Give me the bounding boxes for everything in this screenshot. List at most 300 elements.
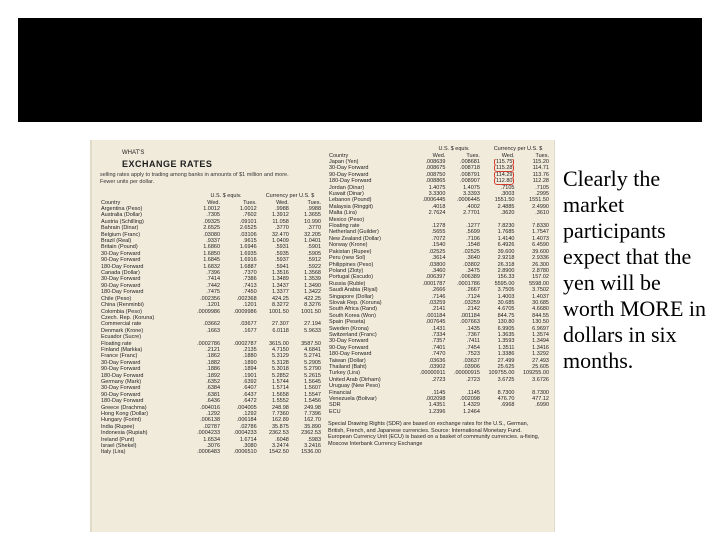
rate-cell: 3.3300 (428, 191, 446, 198)
rate-cell: 249.98 (304, 404, 321, 411)
rate-cell: .7470 (431, 351, 446, 358)
rate-cell: .1892 (206, 372, 221, 379)
rate-cell: 39.600 (532, 248, 549, 255)
rate-cell: .0002787 (233, 340, 257, 347)
rate-cell: 39.600 (497, 248, 515, 255)
rate-cell: .008865 (425, 178, 446, 185)
column-header: Country (329, 152, 349, 159)
rate-cell: 2.9218 (497, 255, 515, 262)
rate-cell: 4.6705 (497, 306, 515, 313)
rate-cell: 3615.00 (268, 340, 289, 347)
rate-cell: .2723 (466, 376, 480, 383)
highlighted-rate: 115.28 (496, 165, 513, 172)
rate-cell: 1001.50 (301, 308, 321, 315)
rate-cell: .6472 (242, 398, 257, 405)
rate-cell: .3080 (242, 443, 257, 450)
rate-cell: 1.4140 (497, 235, 515, 242)
rate-cell: 5595.00 (494, 280, 515, 287)
rate-cell: 1001.50 (268, 308, 289, 315)
rate-cell: .006184 (236, 417, 257, 424)
country-cell: Malta (Lira) (329, 210, 357, 217)
rate-cell: 1.0401 (304, 238, 321, 245)
rate-cell: 27.499 (497, 357, 515, 364)
rate-cell: 844.75 (497, 312, 515, 319)
rate-cell: .03800 (428, 261, 446, 268)
rate-cell: .03080 (203, 231, 221, 238)
rate-cell: .7106 (466, 235, 480, 242)
rate-cell: 109755.00 (488, 370, 515, 377)
rate-cell: 1.5456 (304, 398, 321, 405)
rate-cell: .006389 (460, 274, 480, 281)
rate-cell: .6048 (275, 436, 289, 443)
rate-cell: .6437 (242, 391, 257, 398)
country-cell: New Zealand (Dollar) (329, 235, 381, 242)
rate-cell: .5931 (275, 244, 289, 251)
country-cell: Brazil (Real) (101, 238, 132, 245)
rate-cell: 5598.00 (529, 280, 549, 287)
rate-cell: 1.5744 (272, 378, 289, 385)
rate-cell: .7414 (206, 276, 221, 283)
rate-cell: 7.7360 (272, 411, 289, 417)
rate-cell: .5905 (307, 250, 321, 257)
highlighted-rate: 115.75 (496, 159, 513, 165)
newspaper-clipping (90, 140, 555, 532)
column-header: Tues. (307, 199, 321, 206)
country-cell: Philippines (Peso) (329, 261, 374, 268)
rate-cell: 1.0409 (272, 238, 289, 245)
rate-cell: .5941 (275, 263, 289, 270)
rate-cell: 5.2790 (304, 366, 321, 373)
rate-cell: 1.3574 (532, 331, 549, 338)
rate-cell: 2.9336 (532, 255, 549, 262)
rate-cell: 5.2741 (304, 353, 321, 360)
rate-cell: 113.76 (532, 171, 549, 178)
clipping-left-column (100, 140, 322, 532)
rate-cell: 1.4037 (532, 293, 549, 300)
rate-cell: .0006483 (197, 449, 221, 456)
rate-cell: .008750 (425, 171, 446, 178)
country-cell: Floating rate (329, 223, 360, 230)
country-cell: Financial (329, 389, 352, 396)
rate-cell: 1.6714 (239, 436, 257, 443)
country-cell: Kuwait (Dinar) (329, 191, 364, 198)
country-cell: Indonesia (Rupiah) (101, 430, 148, 437)
column-header: Wed. (432, 152, 446, 159)
column-header: Tues. (243, 199, 257, 206)
rate-cell: .7305 (206, 212, 221, 219)
rate-cell: .008718 (460, 165, 480, 172)
rate-cell: 27.307 (272, 321, 289, 328)
rate-cell: .0002786 (197, 340, 221, 347)
rate-cell: .1431 (431, 325, 446, 332)
rate-cell: 157.02 (532, 274, 549, 281)
rate-cell: 26.300 (532, 261, 549, 268)
country-cell: 30-Day Forward (101, 359, 141, 366)
rate-cell: .1894 (242, 366, 257, 373)
rate-cell: 2.7624 (428, 210, 446, 217)
rate-cell: 1.3511 (498, 344, 515, 351)
rate-cell: 1.2464 (463, 408, 480, 415)
rate-cell (481, 409, 516, 415)
country-cell: Colombia (Peso) (101, 308, 142, 315)
rate-cell: 5.3128 (272, 359, 289, 366)
rate-cell: 26.318 (497, 261, 515, 268)
country-cell: Chile (Peso) (101, 295, 132, 302)
column-header: Wed. (207, 199, 221, 206)
table-row (100, 398, 322, 404)
country-cell: 180-Day Forward (101, 289, 144, 296)
rate-cell: 6.9697 (532, 325, 549, 332)
rate-cell: 1.5547 (304, 391, 321, 398)
country-cell: Russia (Ruble) (329, 280, 366, 287)
column-header: Country (101, 199, 121, 206)
rate-cell: 8.7300 (532, 389, 549, 396)
rate-cell: .1540 (431, 242, 446, 249)
rate-cell: .3460 (431, 267, 446, 274)
rate-cell: 3.6726 (532, 376, 549, 383)
country-cell: 30-Day Forward (101, 385, 141, 392)
table-row (100, 366, 322, 372)
rate-cell: .7105 (535, 184, 549, 191)
rate-cell: 1.4351 (428, 402, 446, 409)
rate-cell: 2.4990 (532, 203, 549, 210)
rate-cell: 1.3912 (272, 212, 289, 219)
rate-cell: .7411 (466, 338, 480, 345)
rate-cell: 5.3018 (272, 366, 289, 373)
rate-cell: .007663 (460, 319, 480, 326)
rate-cell: 4.7150 (272, 346, 289, 353)
country-cell: 180-Day Forward (329, 178, 372, 185)
country-cell: Jordan (Dinar) (329, 184, 365, 191)
rate-cell: .1201 (206, 302, 221, 309)
rate-cell: 3.3393 (463, 191, 480, 198)
country-cell: Malaysia (Ringgit) (329, 203, 374, 210)
clipping-title: EXCHANGE RATES (122, 159, 213, 169)
rate-cell: 27.194 (304, 321, 321, 328)
rate-cell: .5983 (307, 436, 321, 443)
rate-cell: .008675 (425, 165, 446, 172)
table-row (328, 409, 550, 415)
rate-cell: .1677 (242, 327, 257, 334)
highlighted-rate: 112.80 (496, 178, 513, 185)
rate-cell: .00000911 (419, 370, 446, 377)
rate-cell: 1.2396 (428, 408, 446, 415)
rate-cell: 3.7505 (497, 287, 515, 294)
rate-cell: 1.3593 (497, 338, 515, 345)
rate-cell: .3770 (275, 225, 289, 232)
rate-cell: 25.625 (497, 364, 515, 370)
country-cell: China (Renminbi) (101, 302, 144, 309)
rate-cell: .5901 (307, 244, 321, 251)
rate-cell: 1.6534 (203, 436, 221, 443)
rate-cell: .2141 (431, 306, 446, 313)
rate-cell: .6968 (500, 402, 515, 409)
country-cell: 90-Day Forward (101, 282, 141, 289)
highlighted-rate: 114.29 (496, 171, 513, 178)
rate-cell: .002098 (460, 396, 480, 403)
country-cell: Portugal (Escudo) (329, 274, 374, 281)
rate-cell: 1.3516 (272, 270, 289, 277)
rate-cell: 11.058 (272, 218, 289, 225)
country-cell: Pakistan (Rupee) (329, 248, 372, 255)
column-header: Wed. (276, 199, 289, 206)
rate-cell: .7124 (466, 293, 480, 300)
country-cell: 180-Day Forward (329, 351, 372, 358)
title-bar (18, 18, 702, 122)
rate-cell: .2995 (535, 191, 549, 198)
rate-cell: .02525 (463, 248, 480, 255)
rate-cell: 2.8780 (532, 267, 549, 274)
rate-cell: 1.3490 (304, 282, 321, 289)
rate-cell: .02787 (203, 423, 221, 430)
rate-cell: .008791 (460, 171, 480, 178)
rate-cell: 112.28 (532, 178, 549, 185)
country-cell: Finland (Markka) (101, 346, 143, 353)
rate-cell: .002368 (236, 295, 257, 302)
rate-cell: .03636 (428, 357, 446, 364)
rate-cell: .7370 (242, 270, 257, 277)
rate-cell: 2362.53 (268, 430, 289, 437)
rate-cell: 1.3422 (304, 289, 321, 296)
rate-cell: .1292 (206, 411, 221, 417)
table-row (100, 309, 322, 315)
rate-cell: 162.89 (272, 417, 289, 424)
rate-cell: 1542.50 (268, 449, 289, 456)
rate-cell: .5699 (466, 229, 480, 236)
rate-cell: 1.3437 (272, 282, 289, 289)
rate-cell: 1.6832 (203, 263, 221, 270)
rate-cell: 32.470 (272, 231, 289, 238)
rate-cell: .03637 (463, 357, 480, 364)
rate-cell: 2362.53 (301, 430, 321, 437)
rate-cell: .03106 (239, 231, 257, 238)
country-cell: Ecuador (Sucre) (101, 334, 142, 341)
rate-cell: 7.8330 (532, 223, 549, 230)
rate-cell: 130.50 (532, 319, 549, 326)
rate-cell: .00000915 (453, 370, 480, 377)
rate-cell: .7105 (500, 184, 515, 191)
rate-cell: 2.6525 (203, 225, 221, 232)
footnote: Special Drawing Rights (SDR) are based on exchange rates for the U.S., German, British, French, and Japanese currencies. Source: International Monetary Fund. European Currency Unit (ECU) is based on a basket of community currencies. a-fixing, Moscow Interbank Currency Exchange (328, 421, 540, 447)
country-cell: Poland (Zloty) (329, 267, 364, 274)
rate-cell: .03802 (463, 261, 480, 268)
country-cell: Belgium (Franc) (101, 231, 141, 238)
country-cell: Hungary (Forint) (101, 417, 142, 424)
rate-cell: 477.12 (532, 396, 549, 403)
rate-cell: .0006445 (422, 197, 446, 204)
country-cell: 90-Day Forward (101, 366, 141, 373)
rate-cell: .5922 (307, 263, 321, 270)
rate-cell: .1882 (206, 359, 221, 366)
table-row (100, 225, 322, 231)
rate-cell: 1.5645 (304, 378, 321, 385)
rate-cell: 5.2905 (304, 359, 321, 366)
rate-cell: 422.25 (304, 295, 321, 302)
rate-cell: 156.33 (497, 274, 515, 281)
rate-cell: .5937 (275, 257, 289, 264)
rate-cell: 1.0012 (203, 206, 221, 212)
clipping-kicker: WHAT'S (122, 150, 145, 156)
country-cell: Japan (Yen) (329, 159, 359, 165)
rate-cell: .7401 (431, 344, 446, 351)
rate-cell: .7367 (466, 331, 480, 338)
rate-cell: 1.6935 (239, 250, 257, 257)
country-cell: 90-Day Forward (101, 391, 141, 398)
rate-cell: .7334 (431, 331, 446, 338)
clipping-subtitle: selling rates apply to trading among banks in amounts of $1 million and more. Fewer units per dollar. (100, 172, 289, 185)
rate-cell: 3.2474 (272, 443, 289, 450)
rate-cell: .7450 (242, 289, 257, 296)
rate-cell: 30.685 (497, 299, 515, 306)
rate-cell: .02786 (239, 423, 257, 430)
country-cell: Italy (Lira) (101, 449, 126, 456)
rate-cell: .3614 (431, 255, 446, 262)
rate-cell: 1.4075 (463, 184, 480, 191)
clipping-right-column (328, 140, 550, 532)
right-equiv-header: U.S. $ equiv. (438, 146, 470, 152)
country-cell: Czech. Rep. (Koruna) (101, 314, 155, 321)
rate-cell: .03259 (428, 299, 446, 306)
country-cell: Venezuela (Bolivar) (329, 396, 377, 403)
rate-cell: .6990 (535, 402, 549, 409)
rate-cell: .6352 (206, 378, 221, 385)
rate-cell: 2.8900 (497, 267, 515, 274)
country-cell: SDR (329, 402, 341, 409)
rate-cell: 1.5658 (272, 391, 289, 398)
rate-cell: 6.4926 (497, 242, 515, 249)
rate-cell: .1145 (432, 389, 446, 396)
rate-cell: .6407 (242, 385, 257, 392)
rate-cell: .1277 (466, 223, 480, 230)
country-cell: India (Rupee) (101, 423, 135, 430)
country-cell: Ireland (Punt) (101, 436, 135, 443)
rate-cell: 424.25 (272, 295, 289, 302)
rate-cell: .6384 (206, 385, 221, 392)
table-row (100, 353, 322, 359)
rate-cell: .7396 (206, 270, 221, 277)
rate-cell: 1.3539 (304, 276, 321, 283)
rate-cell: .9988 (275, 206, 289, 212)
country-cell: France (Franc) (101, 353, 138, 360)
rate-cell: .2142 (466, 306, 480, 313)
rate-cell: .002356 (200, 295, 221, 302)
country-cell: 30-Day Forward (101, 250, 141, 257)
rate-cell: .1278 (431, 223, 446, 230)
country-cell: Floating rate (101, 340, 132, 347)
rate-cell: .5912 (307, 257, 321, 264)
country-cell: Peru (new Sol) (329, 255, 366, 262)
country-cell: South Korea (Won) (329, 312, 376, 319)
rate-cell: 1.6845 (203, 257, 221, 264)
rate-cell: .09325 (203, 218, 221, 225)
column-header: Tues. (466, 152, 480, 159)
country-cell: Australia (Dollar) (101, 212, 142, 219)
rate-cell: 5.2852 (272, 372, 289, 379)
rate-cell: 1.7547 (532, 229, 549, 236)
annotation-text: Clearly the market participants expect that the yen will be worth MORE in dollars in six months. (563, 166, 706, 373)
rate-cell: 248.98 (272, 404, 289, 411)
rate-cell: 1.4329 (463, 402, 480, 409)
rate-cell: .1201 (242, 302, 257, 309)
rate-cell: 8.3276 (304, 302, 321, 309)
country-cell: Commercial rate (101, 321, 142, 328)
rate-cell: 25.605 (532, 364, 549, 370)
country-cell: Spain (Peseta) (329, 319, 366, 326)
country-cell: Norway (Krone) (329, 242, 368, 249)
rate-cell: .0006445 (456, 197, 480, 204)
rate-cell: 1.3635 (497, 331, 515, 338)
country-cell: Argentina (Peso) (101, 206, 143, 212)
country-cell: Mexico (Peso) (329, 216, 365, 223)
country-cell: Bahrain (Dinar) (101, 225, 139, 232)
rate-cell: 2.7701 (463, 210, 480, 217)
rate-cell: 1.6916 (239, 257, 257, 264)
rate-cell: .9615 (242, 238, 257, 245)
country-cell: Slovak Rep. (Koruna) (329, 299, 382, 306)
rate-cell: 1.6860 (203, 244, 221, 251)
rate-cell: .1435 (466, 325, 480, 332)
rate-cell: 4.6680 (532, 306, 549, 313)
rate-cell: 4.6841 (304, 346, 321, 353)
rate-cell (515, 409, 550, 415)
rate-cell: .7602 (242, 212, 257, 219)
rate-cell: .03259 (463, 299, 480, 306)
rate-cell: 6.4590 (532, 242, 549, 249)
rate-cell: .7442 (206, 282, 221, 289)
rate-cell: .0001786 (456, 280, 480, 287)
rate-cell: .03902 (428, 364, 446, 370)
rate-cell: 1.0012 (239, 206, 257, 212)
rate-cell: 1.5607 (304, 385, 321, 392)
country-cell: Netherland (Guilder) (329, 229, 379, 236)
rate-cell: .7475 (206, 289, 221, 296)
country-cell: 180-Day Forward (101, 372, 144, 379)
rate-cell: 3.6725 (497, 376, 515, 383)
country-cell: Greece (Drachma) (101, 404, 147, 411)
country-cell: 180-Day Forward (101, 398, 144, 405)
left-per-header: Currency per U.S. $ (265, 193, 315, 199)
table-row (100, 212, 322, 218)
rate-cell: .1292 (242, 411, 257, 417)
rate-cell: 1551.50 (494, 197, 515, 204)
rate-cell: 476.70 (497, 396, 515, 403)
rate-cell: 1.6850 (203, 250, 221, 257)
rate-cell: .1880 (242, 353, 257, 360)
left-equiv-header: U.S. $ equiv. (210, 193, 242, 199)
rate-cell: .1145 (466, 389, 480, 396)
rate-cell: .6436 (206, 398, 221, 405)
rate-cell: 5.2615 (304, 372, 321, 379)
rate-cell: .3475 (466, 267, 480, 274)
rate-cell: 1.3292 (532, 351, 549, 358)
rate-cell: .7454 (466, 344, 480, 351)
rate-cell: .001184 (460, 312, 480, 319)
rate-cell: 5.3129 (272, 353, 289, 360)
table-row (100, 276, 322, 282)
rate-cell: 32.205 (304, 231, 321, 238)
country-cell: Switzerland (Franc) (329, 331, 377, 338)
rate-cell: .2121 (206, 346, 221, 353)
country-cell: Saudi Arabia (Riyal) (329, 287, 378, 294)
rate-cell: .7413 (242, 282, 257, 289)
rate-cell: 1.4073 (532, 235, 549, 242)
rate-cell: .3640 (466, 255, 480, 262)
rate-cell: 6.9905 (497, 325, 515, 332)
rate-cell: 1.3494 (532, 338, 549, 345)
country-cell: South Africa (Rand) (329, 306, 377, 313)
rate-cell: 1.3377 (272, 289, 289, 296)
rate-cell: .008639 (425, 159, 446, 165)
